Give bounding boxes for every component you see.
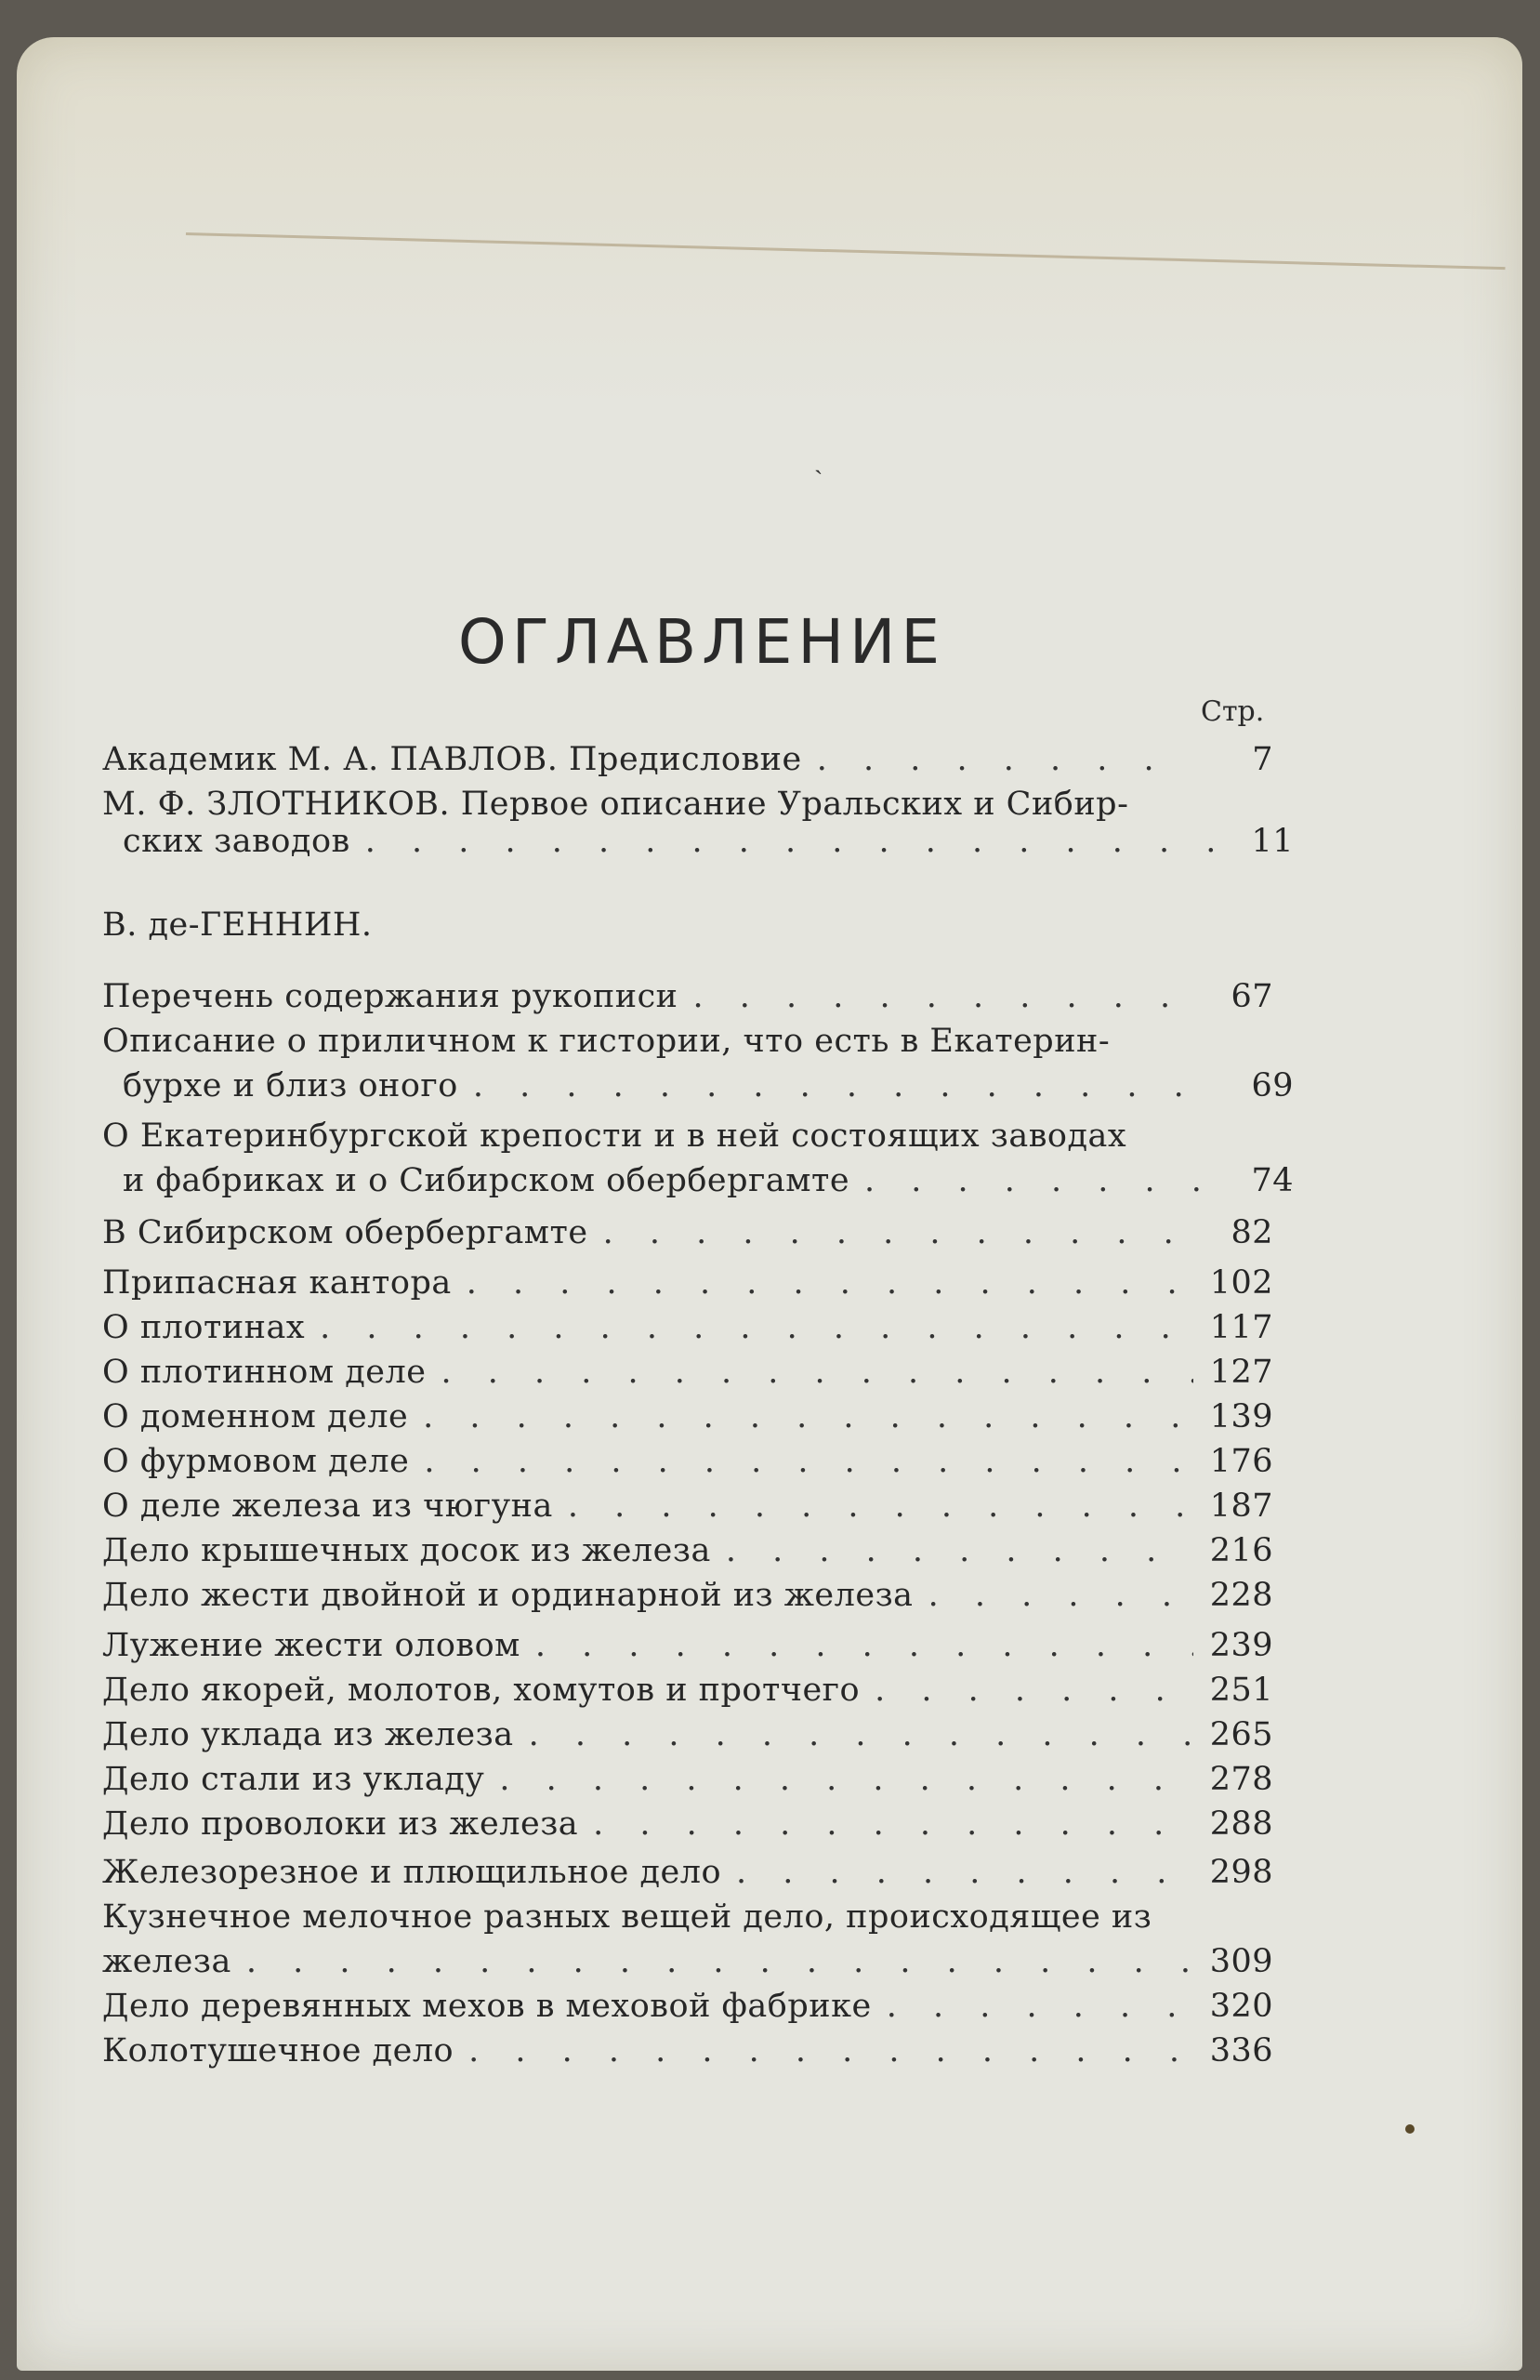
leader-dots [424, 1443, 1193, 1480]
leader-dots [529, 1716, 1193, 1753]
toc-entry [102, 1672, 1273, 1712]
leader-dots [726, 1532, 1193, 1569]
entry-page: 11 [1251, 823, 1294, 860]
toc-entry [102, 1761, 1273, 1802]
entry-page: 69 [1251, 1067, 1294, 1104]
leader-dots [817, 741, 1193, 778]
leader-dots [928, 1577, 1193, 1614]
entry-title: ских заводов [123, 823, 350, 860]
toc-entry [102, 2032, 1273, 2073]
entry-title: Перечень содержания рукописи [102, 978, 678, 1015]
leader-dots [864, 1162, 1214, 1199]
entry-page: 336 [1209, 2032, 1273, 2069]
entry-title: О доменном деле [102, 1398, 409, 1435]
entry-title: О деле железа из чюгуна [102, 1488, 553, 1525]
entry-page: 187 [1209, 1488, 1273, 1525]
entry-title: О фурмовом деле [102, 1443, 410, 1480]
page-column-label: Стр. [1201, 695, 1265, 728]
leader-dots [246, 1943, 1193, 1980]
entry-page: 117 [1209, 1309, 1273, 1346]
toc-entry [102, 1532, 1273, 1573]
toc-entry [102, 823, 1294, 864]
toc-entry [102, 1264, 1273, 1305]
entry-title-line: Описание о приличном к гистории, что есть в Екатерин- [102, 1023, 1111, 1060]
entry-title: Дело стали из укладу [102, 1761, 485, 1798]
entry-title: бурхе и близ оного [123, 1067, 458, 1104]
leader-dots [365, 823, 1214, 860]
page-title: ОГЛАВЛЕНИЕ [457, 606, 946, 679]
toc-entry [102, 1214, 1273, 1255]
entry-page: 67 [1231, 978, 1273, 1015]
toc-entry [102, 1162, 1294, 1203]
entry-title: Железорезное и плющильное дело [102, 1854, 722, 1891]
entry-title: Дело якорей, молотов, хомутов и протчего [102, 1672, 861, 1709]
leader-dots [693, 978, 1193, 1015]
leader-dots [468, 2032, 1193, 2069]
leader-dots [603, 1214, 1193, 1251]
toc-entry [102, 1398, 1273, 1439]
toc-entry [102, 1488, 1273, 1528]
entry-title: Дело крышечных досок из железа [102, 1532, 711, 1569]
entry-page: 176 [1209, 1443, 1273, 1480]
entry-title: В Сибирском обербергамте [102, 1214, 588, 1251]
toc-entry [102, 1627, 1273, 1668]
leader-dots [441, 1354, 1193, 1391]
toc-entry [102, 1988, 1273, 2029]
toc-entry [102, 1716, 1273, 1757]
section-heading: В. де-ГЕННИН. [102, 906, 373, 944]
entry-title-line: О Екатеринбургской крепости и в ней состоящих заводах [102, 1117, 1127, 1155]
leader-dots [320, 1309, 1193, 1346]
entry-page: 251 [1209, 1672, 1273, 1709]
entry-page: 239 [1209, 1627, 1273, 1664]
leader-dots [887, 1988, 1193, 2025]
entry-title: Дело уклада из железа [102, 1716, 514, 1753]
leader-dots [467, 1264, 1193, 1302]
toc-entry [102, 978, 1273, 1019]
toc-entry [102, 1354, 1273, 1395]
entry-page: 309 [1209, 1943, 1273, 1980]
entry-title: Дело проволоки из железа [102, 1805, 579, 1843]
entry-page: 320 [1209, 1988, 1273, 2025]
toc-entry [102, 1309, 1273, 1350]
toc-entry [102, 741, 1273, 782]
leader-dots [423, 1398, 1193, 1435]
leader-dots [568, 1488, 1193, 1525]
entry-title-line: М. Ф. ЗЛОТНИКОВ. Первое описание Уральских и Сибир- [102, 786, 1129, 823]
entry-page: 216 [1209, 1532, 1273, 1569]
entry-title: О плотинном деле [102, 1354, 427, 1391]
leader-dots [499, 1761, 1193, 1798]
entry-title: Дело жести двойной и ординарной из железа [102, 1577, 914, 1614]
toc-entry [102, 1577, 1273, 1618]
entry-title: и фабриках и о Сибирском обербергамте [123, 1162, 850, 1199]
entry-title: О плотинах [102, 1309, 306, 1346]
entry-page: 228 [1209, 1577, 1273, 1614]
paper-speck [1405, 2124, 1415, 2134]
entry-page: 7 [1252, 741, 1273, 778]
toc-entry [102, 1067, 1294, 1108]
leader-dots [535, 1627, 1193, 1664]
stray-mark: ˏ [814, 444, 823, 475]
toc-entry [102, 1443, 1273, 1484]
toc-entry [102, 1854, 1273, 1895]
leader-dots [736, 1854, 1193, 1891]
entry-page: 74 [1251, 1162, 1294, 1199]
toc-entry [102, 1943, 1273, 1984]
entry-page: 82 [1231, 1214, 1273, 1251]
entry-title: Припасная кантора [102, 1264, 452, 1302]
entry-title-line: Кузнечное мелочное разных вещей дело, происходящее из [102, 1898, 1152, 1936]
entry-page: 278 [1209, 1761, 1273, 1798]
entry-page: 288 [1209, 1805, 1273, 1843]
leader-dots [473, 1067, 1214, 1104]
entry-page: 127 [1209, 1354, 1273, 1391]
entry-title: железа [102, 1943, 231, 1980]
entry-page: 265 [1209, 1716, 1273, 1753]
entry-title: Академик М. А. ПАВЛОВ. Предисловие [102, 741, 802, 778]
leader-dots [593, 1805, 1193, 1843]
entry-page: 102 [1209, 1264, 1273, 1302]
entry-page: 298 [1209, 1854, 1273, 1891]
entry-page: 139 [1209, 1398, 1273, 1435]
leader-dots [875, 1672, 1193, 1709]
entry-title: Лужение жести оловом [102, 1627, 520, 1664]
entry-title: Дело деревянных мехов в меховой фабрике [102, 1988, 872, 2025]
toc-entry [102, 1805, 1273, 1846]
entry-title: Колотушечное дело [102, 2032, 454, 2069]
